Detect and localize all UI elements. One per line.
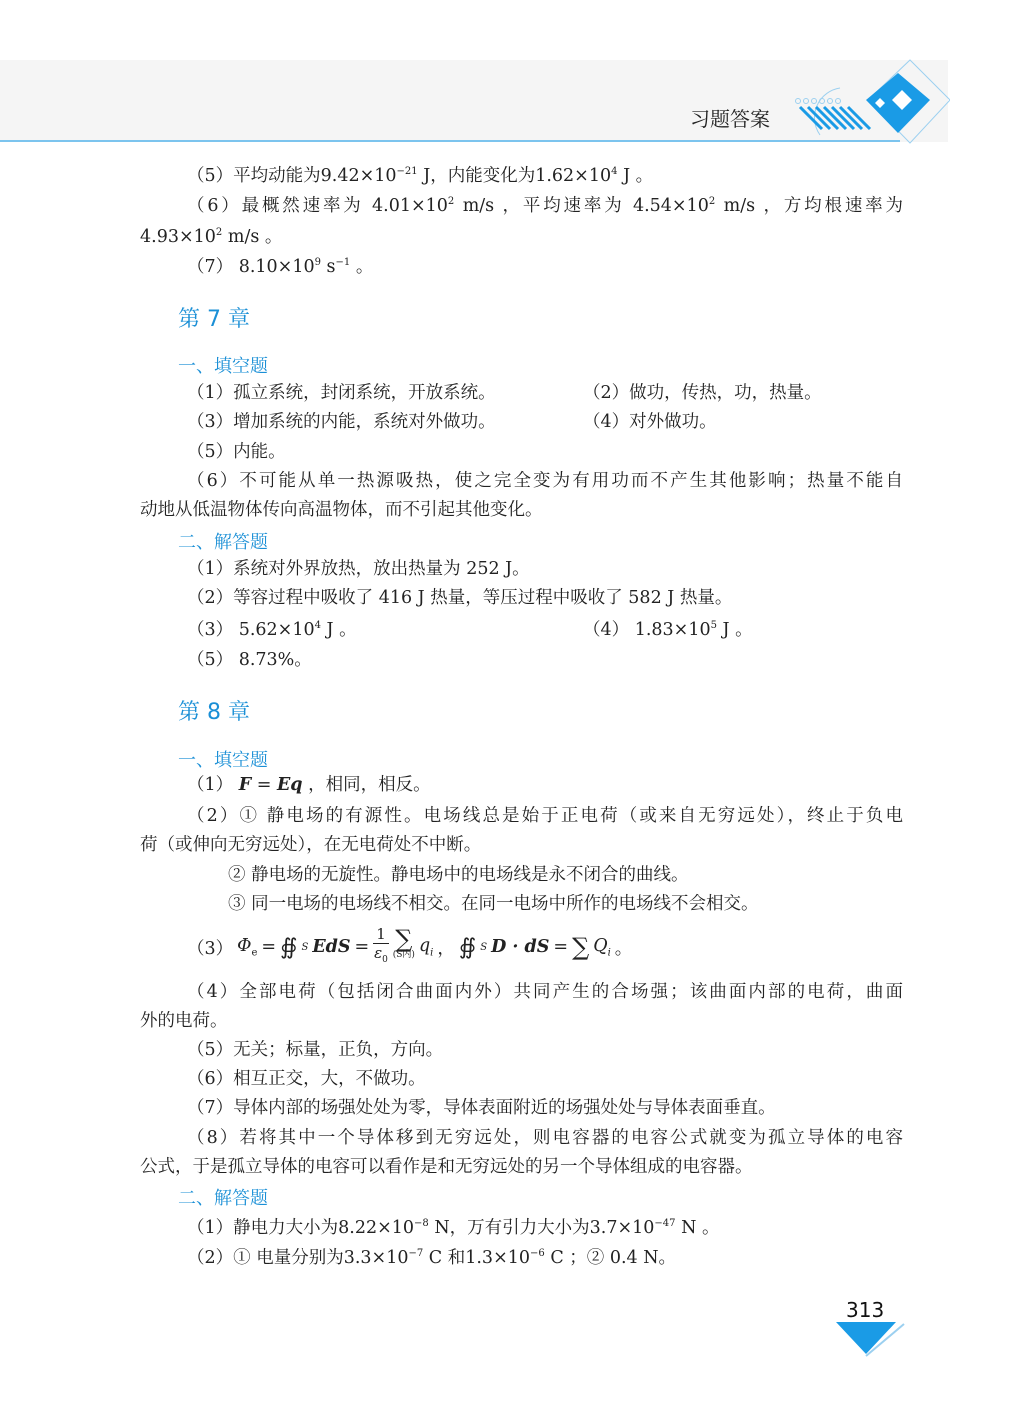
answer-line — [187, 804, 903, 828]
chapter-heading: 第 8 章 — [178, 700, 250, 725]
answer-line — [583, 381, 822, 405]
text-run: （3）增加系统的内能，系统对外做功。 — [187, 412, 496, 432]
text-run: = — [251, 775, 277, 795]
answer-line — [187, 980, 903, 1004]
answer-line — [583, 618, 753, 642]
text-run: ，相同，相反。 — [302, 775, 431, 795]
page-number: 313 — [846, 1298, 885, 1322]
superscript: 2 — [708, 196, 716, 207]
answer-line — [187, 1126, 903, 1150]
text-run: （2）等容过程中吸收了 416 J 热量，等压过程中吸收了 582 J 热量。 — [187, 588, 733, 608]
header-decoration-icon — [780, 55, 950, 150]
flux-subscript: e — [251, 947, 258, 959]
answer-line — [228, 892, 759, 916]
gauss-law-formula — [187, 925, 632, 969]
text-run: m/s 。 — [222, 227, 283, 247]
index-i: i — [430, 947, 434, 959]
superscript: 2 — [447, 196, 455, 207]
text-run: （1）静电力大小为8.22×10 — [187, 1218, 415, 1238]
text-run: C 和1.3×10 — [423, 1248, 530, 1268]
text-run: （8）若将其中一个导体移到无穷远处，则电容器的电容公式就变为孤立导体的电容 — [187, 1128, 903, 1148]
surface-label: S — [301, 941, 309, 953]
superscript: 5 — [710, 620, 717, 631]
answer-line — [140, 833, 481, 857]
answer-line — [583, 410, 717, 434]
epsilon-subscript: 0 — [382, 955, 388, 965]
text-run: ② 静电场的无旋性。静电场中的电场线是永不闭合的曲线。 — [228, 865, 689, 885]
text-run: （7） 8.10×10 — [187, 257, 315, 277]
answer-line — [187, 1096, 776, 1120]
sigma-icon: ∑ — [395, 925, 413, 953]
text-run: 4.93×10 — [140, 227, 216, 247]
comma: ， — [437, 938, 455, 959]
text-run: J 。 — [617, 166, 654, 186]
summation — [392, 925, 415, 963]
text-run: （5） 8.73%。 — [187, 650, 312, 670]
text-run: （2）做功，传热，功，热量。 — [583, 383, 822, 403]
text-run: （6）不可能从单一热源吸热，使之完全变为有用功而不产生其他影响；热量不能自 — [187, 471, 903, 491]
superscript: −21 — [396, 166, 418, 177]
sigma-icon: ∑ — [572, 933, 590, 961]
text-run: m/s ，平均速率为 4.54×10 — [454, 196, 709, 216]
text-run: （2）① 静电场的有源性。电场线总是始于正电荷（或来自无穷远处），终止于负电 — [187, 806, 903, 826]
text-run: （5）无关；标量，正负，方向。 — [187, 1040, 444, 1060]
charge-Q: Q — [593, 935, 608, 956]
text-run: 公式，于是孤立导体的电容可以看作是和无穷远处的另一个导体组成的电容器。 — [140, 1157, 753, 1177]
text-run: （1）孤立系统，封闭系统，开放系统。 — [187, 383, 496, 403]
text-run: C ；② 0.4 N。 — [544, 1248, 677, 1268]
answer-line — [187, 469, 903, 493]
text-run: 荷（或伸向无穷远处），在无电荷处不中断。 — [140, 835, 482, 855]
section-heading: 一、填空题 — [178, 750, 268, 771]
text-run: （6）最概然速率为 4.01×10 — [187, 196, 448, 216]
text-run: （5）内能。 — [187, 442, 286, 462]
answer-line — [187, 381, 496, 405]
answer-line — [187, 1038, 443, 1062]
answer-line — [187, 618, 357, 642]
surface-integral-icon: ∯ — [280, 934, 298, 960]
answer-line — [140, 498, 543, 522]
answer-line — [187, 164, 653, 188]
text-run: 外的电荷。 — [140, 1011, 228, 1031]
text-run: N 。 — [675, 1218, 720, 1238]
superscript: 9 — [314, 257, 321, 268]
superscript: −6 — [530, 1248, 545, 1259]
superscript: −8 — [414, 1218, 429, 1229]
answer-line — [187, 194, 903, 218]
integrand-E: EdS — [312, 937, 351, 957]
chapter-heading: 第 7 章 — [178, 307, 250, 332]
period: 。 — [614, 938, 633, 959]
math-symbol: F — [238, 775, 252, 795]
answer-line — [187, 648, 312, 672]
text-run: 动地从低温物体传向高温物体，而不引起其他变化。 — [140, 500, 543, 520]
answer-line — [187, 1216, 719, 1240]
integrand-D: D · dS — [491, 937, 550, 957]
answer-line — [140, 1155, 753, 1179]
flux-symbol: Φ — [237, 935, 252, 956]
superscript: 4 — [314, 620, 321, 631]
section-heading: 二、解答题 — [178, 532, 268, 553]
text-run: s — [320, 257, 336, 277]
text-run: N，万有引力大小为3.7×10 — [428, 1218, 655, 1238]
text-run: （2）① 电量分别为3.3×10 — [187, 1248, 409, 1268]
equals-sign: = — [553, 937, 569, 957]
text-run: （1） — [187, 775, 239, 795]
superscript: −1 — [335, 257, 351, 268]
math-symbol: Eq — [276, 775, 303, 795]
answer-line — [187, 557, 530, 581]
text-run: （3） 5.62×10 — [187, 620, 315, 640]
text-run: m/s ，方均根速率为 — [715, 196, 903, 216]
index-i: i — [607, 947, 611, 959]
answer-line — [187, 410, 496, 434]
text-run: J，内能变化为1.62×10 — [417, 166, 612, 186]
answer-line — [187, 773, 431, 797]
header-rule — [0, 140, 900, 142]
answer-line — [187, 255, 373, 279]
text-run: 。 — [350, 257, 374, 277]
epsilon: ε — [374, 944, 383, 962]
text-run: ③ 同一电场的电场线不相交。在同一电场中所作的电场线不会相交。 — [228, 894, 759, 914]
answer-line — [187, 1246, 676, 1270]
answer-line — [228, 863, 689, 887]
text-run: （1）系统对外界放热，放出热量为 252 J。 — [187, 559, 530, 579]
summation-limit: (S内) — [392, 950, 415, 960]
answer-line — [140, 225, 282, 249]
numerator: 1 — [373, 925, 389, 944]
text-run: （6）相互正交，大，不做功。 — [187, 1069, 426, 1089]
equals-sign: = — [261, 937, 277, 957]
superscript: −47 — [654, 1218, 676, 1229]
surface-label: S — [480, 941, 488, 953]
text-run: （4）全部电荷（包括闭合曲面内外）共同产生的合场强；该曲面内部的电荷，曲面 — [187, 982, 903, 1002]
page-corner-triangle-icon — [836, 1322, 906, 1358]
answer-line — [187, 1067, 426, 1091]
text-run: （7）导体内部的场强处处为零，导体表面附近的场强处处与导体表面垂直。 — [187, 1098, 776, 1118]
superscript: 4 — [611, 166, 618, 177]
answer-line — [140, 1009, 228, 1033]
text-run: J 。 — [716, 620, 753, 640]
equals-sign: = — [354, 937, 370, 957]
text-run: （4） 1.83×10 — [583, 620, 711, 640]
text-run: （5）平均动能为9.42×10 — [187, 166, 397, 186]
section-heading: 一、填空题 — [178, 356, 268, 377]
item-label: （3） — [187, 938, 234, 959]
charge-q: q — [418, 935, 431, 956]
superscript: −7 — [408, 1248, 424, 1259]
answer-line — [187, 586, 732, 610]
answer-line — [187, 440, 286, 464]
text-run: （4）对外做功。 — [583, 412, 717, 432]
superscript: 2 — [215, 227, 223, 238]
section-heading: 二、解答题 — [178, 1188, 268, 1209]
text-run: J 。 — [320, 620, 357, 640]
header-title: 习题答案 — [690, 107, 770, 131]
fraction — [373, 925, 389, 969]
surface-integral-icon: ∯ — [458, 934, 477, 960]
